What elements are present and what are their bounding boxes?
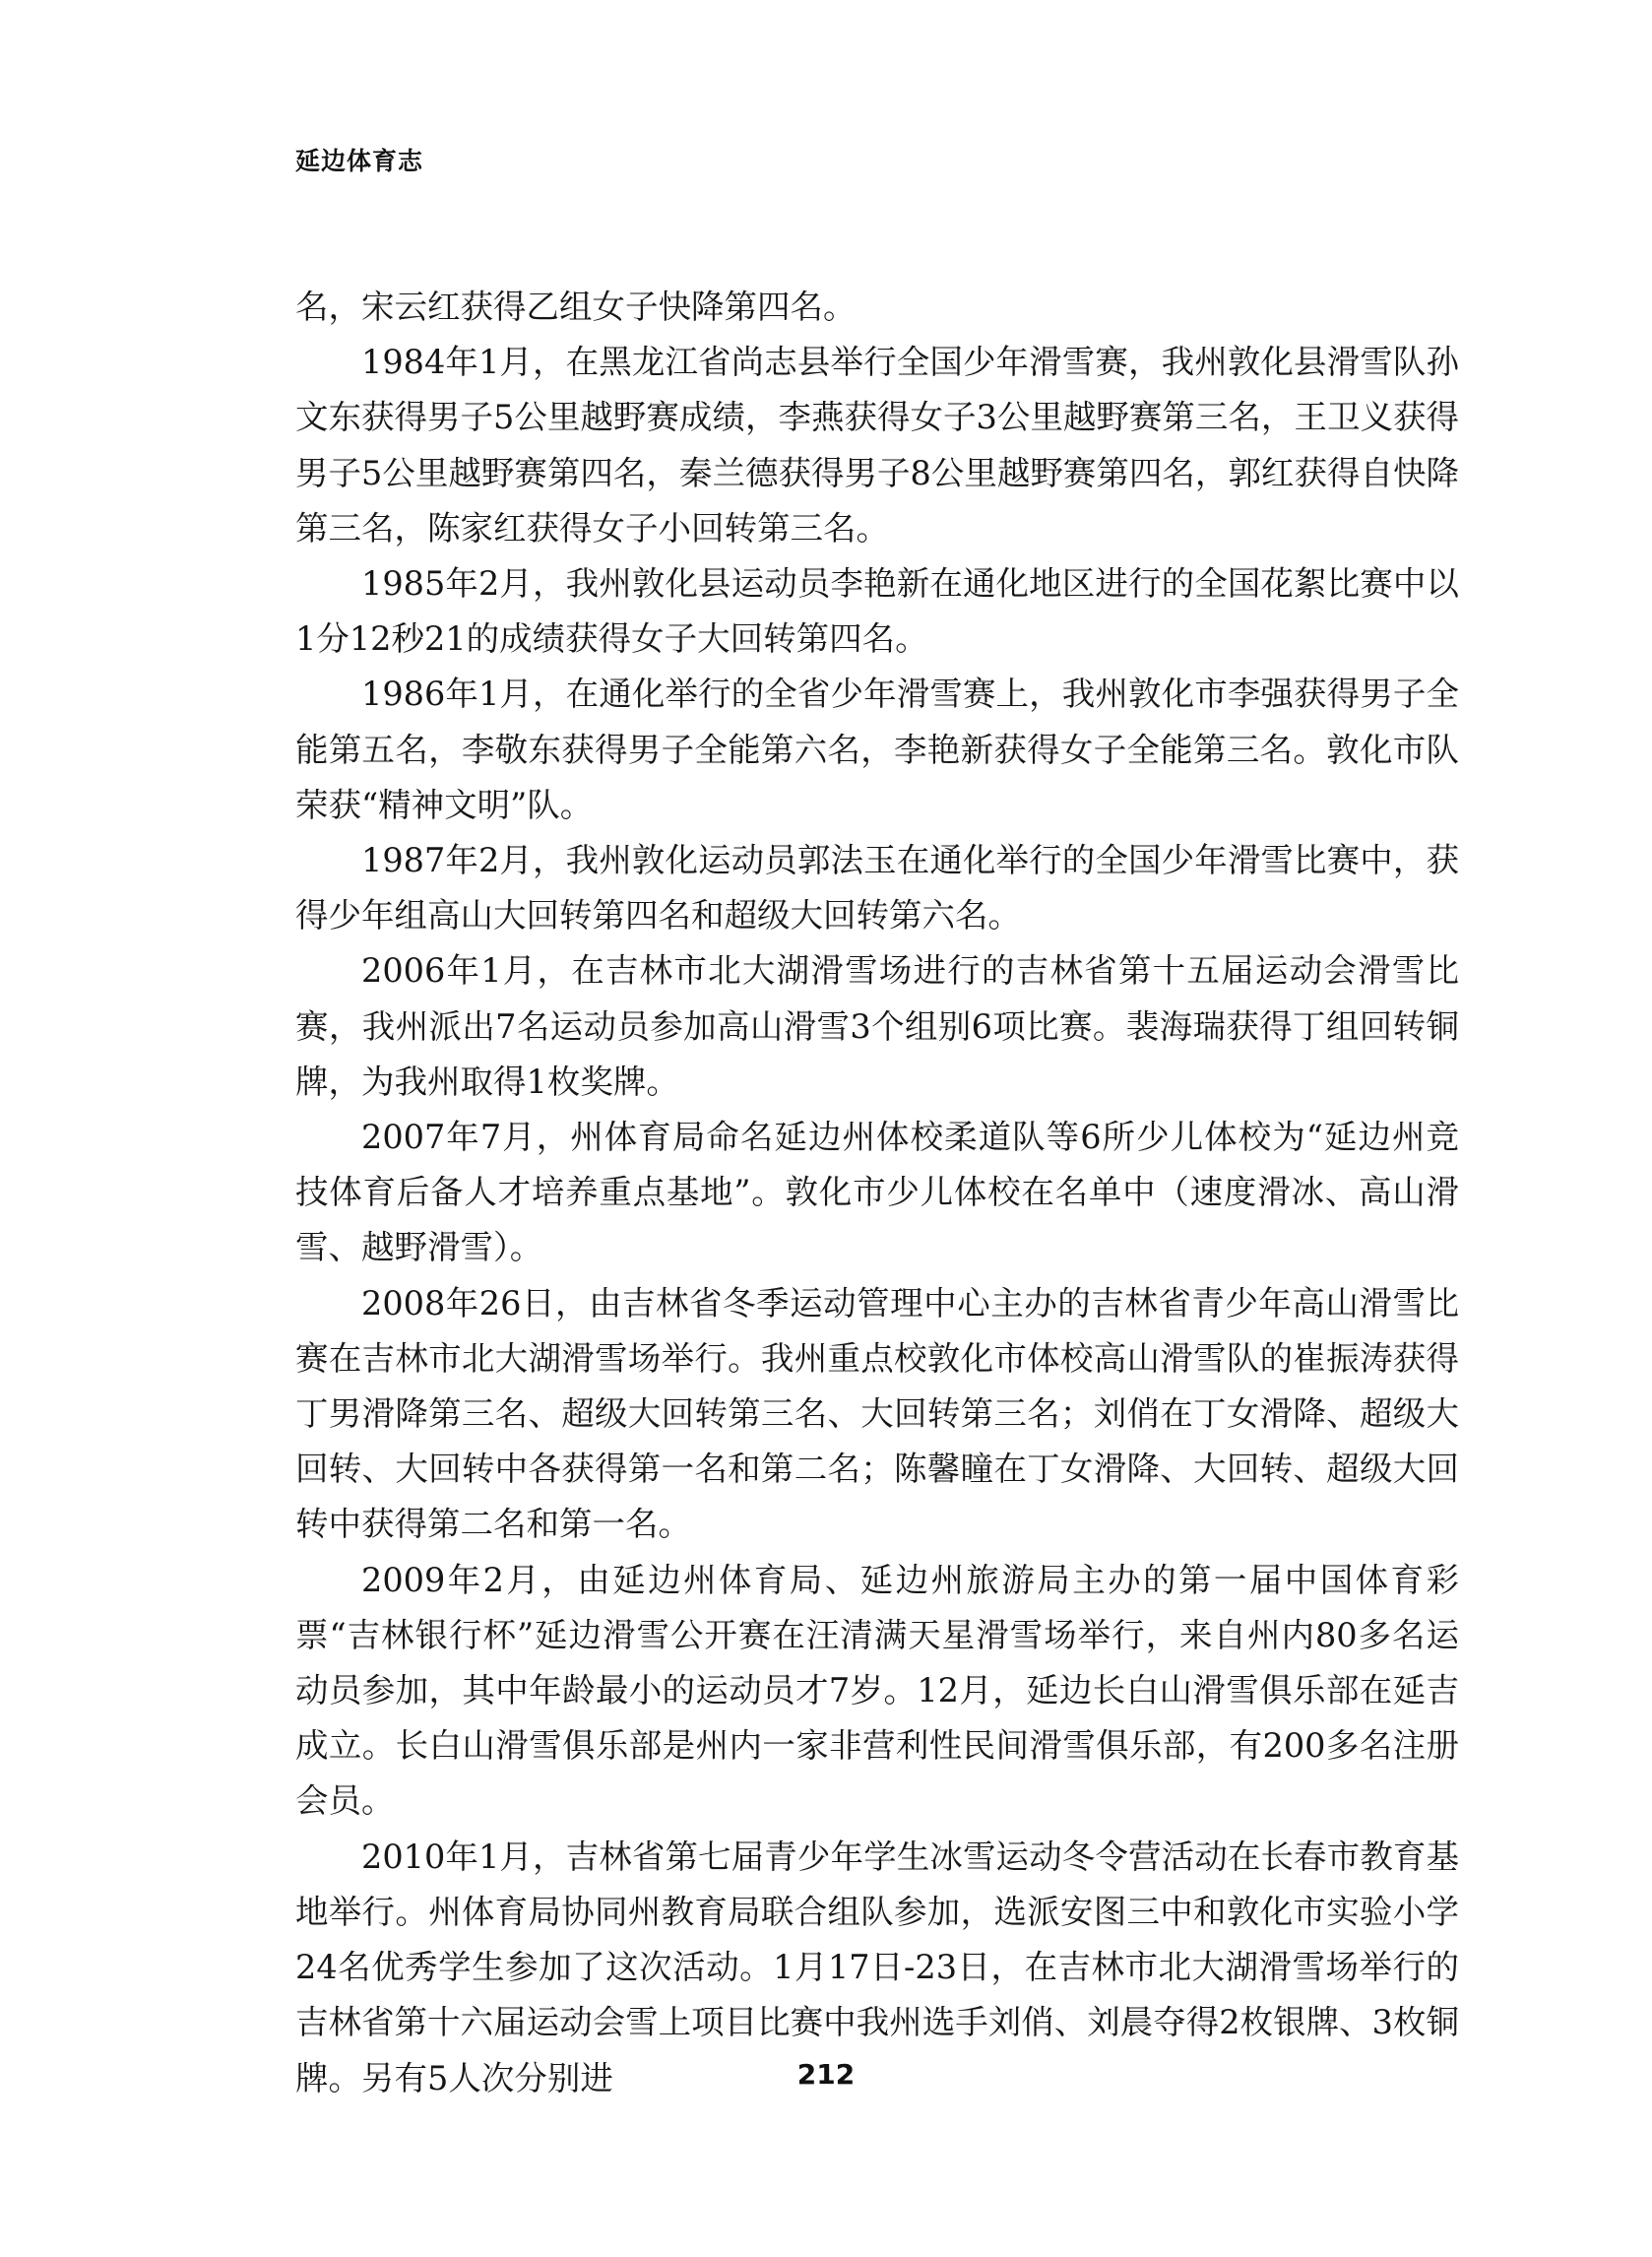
paragraph: 2009年2月，由延边州体育局、延边州旅游局主办的第一届中国体育彩票“吉林银行杯”延边滑雪公开赛在汪清满天星滑雪场举行，来自州内80多名运动员参加，其中年龄最小的运动员才7岁。12月，延边长白山滑雪俱乐部在延吉成立。长白山滑雪俱乐部是州内一家非营利性民间滑雪俱乐部，有200多名注册会员。: [295, 1560, 1459, 1821]
paragraph: 名，宋云红获得乙组女子快降第四名。: [295, 288, 857, 326]
paragraph: 2007年7月，州体育局命名延边州体校柔道队等6所少儿体校为“延边州竞技体育后备人才培养重点基地”。敦化市少儿体校在名单中（速度滑冰、高山滑雪、越野滑雪）。: [295, 1118, 1459, 1267]
body-text: [295, 280, 1459, 2106]
page-number: 212: [796, 2058, 856, 2091]
paragraph: 2008年26日，由吉林省冬季运动管理中心主办的吉林省青少年高山滑雪比赛在吉林市北大湖滑雪场举行。我州重点校敦化市体校高山滑雪队的崔振涛获得丁男滑降第三名、超级大回转第三名、大回转第三名；刘俏在丁女滑降、超级大回转、大回转中各获得第一名和第二名；陈馨瞳在丁女滑降、大回转、超级大回转中获得第二名和第一名。: [295, 1283, 1459, 1544]
paragraph: 1984年1月，在黑龙江省尚志县举行全国少年滑雪赛，我州敦化县滑雪队孙文东获得男子5公里越野赛成绩，李燕获得女子3公里越野赛第三名，王卫义获得男子5公里越野赛第四名，秦兰德获得男子8公里越野赛第四名，郭红获得自快降第三名，陈家红获得女子小回转第三名。: [295, 343, 1459, 548]
paragraph: 1987年2月，我州敦化运动员郭法玉在通化举行的全国少年滑雪比赛中，获得少年组高山大回转第四名和超级大回转第六名。: [295, 841, 1459, 935]
running-header: 延边体育志: [295, 147, 424, 175]
paragraph: 2010年1月，吉林省第七届青少年学生冰雪运动冬令营活动在长春市教育基地举行。州体育局协同州教育局联合组队参加，选派安图三中和敦化市实验小学24名优秀学生参加了这次活动。1月17日-23日，在吉林市北大湖滑雪场举行的吉林省第十六届运动会雪上项目比赛中我州选手刘俏、刘晨夺得2枚银牌、3枚铜牌。另有5人次分别进: [295, 1837, 1459, 2097]
paragraph: 1986年1月，在通化举行的全省少年滑雪赛上，我州敦化市李强获得男子全能第五名，李敬东获得男子全能第六名，李艳新获得女子全能第三名。敦化市队荣获“精神文明”队。: [295, 675, 1459, 824]
paragraph: 2006年1月，在吉林市北大湖滑雪场进行的吉林省第十五届运动会滑雪比赛，我州派出7名运动员参加高山滑雪3个组别6项比赛。裴海瑞获得丁组回转铜牌，为我州取得1枚奖牌。: [295, 951, 1459, 1101]
paragraph: 1985年2月，我州敦化县运动员李艳新在通化地区进行的全国花絮比赛中以1分12秒21的成绩获得女子大回转第四名。: [295, 564, 1459, 659]
